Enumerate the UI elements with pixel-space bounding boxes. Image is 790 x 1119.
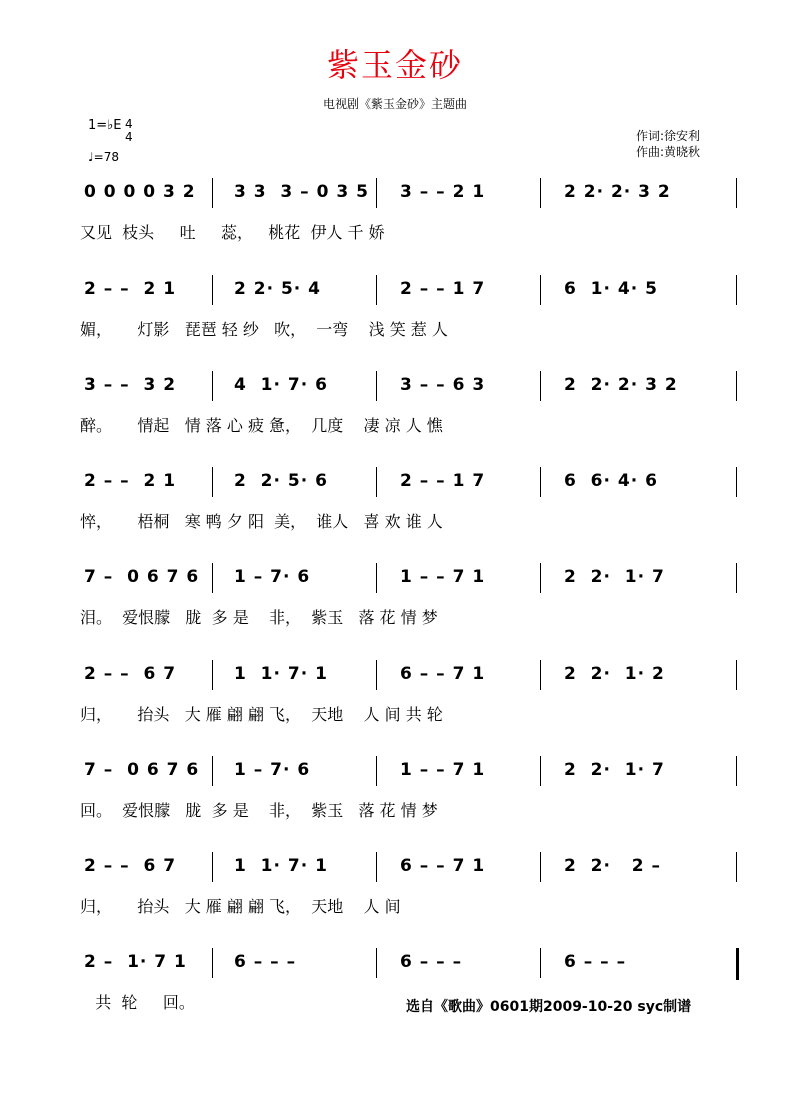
measure: 2 – – 2 1 (84, 471, 177, 491)
measure: 6 – – 7 1 (400, 856, 486, 876)
measure: 1 – 7· 6 (234, 760, 311, 780)
lyricist: 作词:徐安利 (636, 129, 701, 143)
measure: 7 – 0 6 7 6 (84, 760, 200, 780)
lyrics-line (80, 894, 740, 916)
notes-line (80, 756, 740, 788)
measure: 2 2· 5· 6 (234, 471, 328, 491)
score-system (0, 467, 790, 547)
score-system (0, 948, 790, 1028)
lyrics-line (80, 413, 740, 435)
notes-line (80, 660, 740, 692)
lyrics-line (80, 509, 740, 531)
measure: 3 – – 6 3 (400, 375, 486, 395)
key-signature (88, 117, 133, 144)
tempo-marking: ♩=78 (88, 150, 119, 164)
measure: 1 – – 7 1 (400, 760, 486, 780)
bar-line (540, 275, 541, 305)
bar-line (736, 660, 737, 690)
bar-line (736, 852, 737, 882)
source-footer: 选自《歌曲》0601期2009-10-20 syc制谱 (406, 999, 692, 1015)
bar-line (736, 563, 737, 593)
measure: 2 2· 1· 7 (564, 567, 665, 587)
bar-line (212, 948, 213, 978)
notes-line (80, 852, 740, 884)
bar-line (736, 371, 737, 401)
bar-line (540, 178, 541, 208)
measure: 2 2· 1· 2 (564, 664, 665, 684)
lyrics-line (80, 798, 740, 820)
bar-line (212, 178, 213, 208)
measure: 7 – 0 6 7 6 (84, 567, 200, 587)
bar-line (736, 275, 737, 305)
score-system (0, 371, 790, 451)
lyrics-line (80, 702, 740, 724)
measure: 2 – – 1 7 (400, 471, 486, 491)
lyrics-line (80, 317, 740, 339)
bar-line (540, 948, 541, 978)
key-label: 1=♭E (88, 118, 122, 133)
bar-line (212, 467, 213, 497)
bar-line (736, 756, 737, 786)
score-system (0, 563, 790, 643)
bar-line (736, 467, 737, 497)
score-system (0, 852, 790, 932)
lyrics-text: 又见 枝头 吐 蕊， 桃花 伊人 千 娇 (80, 223, 385, 242)
measure: 2 2· 5· 4 (234, 279, 321, 299)
measure: 3 – – 3 2 (84, 375, 177, 395)
measure: 6 – – – (234, 952, 297, 972)
bar-line (212, 852, 213, 882)
bar-line (376, 275, 377, 305)
measure: 2 – – 2 1 (84, 279, 177, 299)
bar-line (376, 948, 377, 978)
bar-line (540, 852, 541, 882)
bar-line (540, 563, 541, 593)
lyrics-line (80, 220, 740, 242)
measure: 1 1· 7· 1 (234, 856, 328, 876)
lyrics-text: 泪。 爱恨朦 胧 多 是 非， 紫玉 落 花 情 梦 (80, 608, 438, 627)
measure: 2 – – 1 7 (400, 279, 486, 299)
credits (636, 128, 700, 160)
bar-line (376, 563, 377, 593)
measure: 0 0 0 0 3 2 (84, 182, 196, 202)
measure: 1 – 7· 6 (234, 567, 311, 587)
notes-line (80, 178, 740, 210)
notes-line (80, 275, 740, 307)
lyrics-text: 归， 抬头 大 雁 翩 翩 飞， 天地 人 间 (80, 897, 401, 916)
measure: 2 2· 1· 7 (564, 760, 665, 780)
time-signature-top: 4 (125, 117, 133, 131)
lyrics-text: 归， 抬头 大 雁 翩 翩 飞， 天地 人 间 共 轮 (80, 705, 443, 724)
bar-line (540, 467, 541, 497)
measure: 6 1· 4· 5 (564, 279, 658, 299)
measure: 6 – – – (400, 952, 463, 972)
measure: 2 – 1· 7 1 (84, 952, 187, 972)
lyrics-text: 回。 爱恨朦 胧 多 是 非， 紫玉 落 花 情 梦 (80, 801, 438, 820)
time-signature (125, 118, 133, 144)
bar-line (212, 275, 213, 305)
measure: 1 – – 7 1 (400, 567, 486, 587)
notes-line (80, 563, 740, 595)
final-bar-line (736, 948, 739, 980)
measure: 1 1· 7· 1 (234, 664, 328, 684)
notes-line (80, 948, 740, 980)
measure: 2 – – 6 7 (84, 664, 177, 684)
measure: 2 – – 6 7 (84, 856, 177, 876)
measure: 6 – – 7 1 (400, 664, 486, 684)
score-system (0, 275, 790, 355)
score-system (0, 660, 790, 740)
lyrics-line (80, 605, 740, 627)
bar-line (212, 371, 213, 401)
score-system (0, 178, 790, 258)
composer: 作曲:黄晓秋 (636, 145, 701, 159)
bar-line (376, 467, 377, 497)
measure: 2 2· 2· 3 2 (564, 182, 671, 202)
lyrics-text: 媚， 灯影 琵琶 轻 纱 吹， 一弯 浅 笑 惹 人 (80, 320, 448, 339)
bar-line (376, 371, 377, 401)
measure: 6 6· 4· 6 (564, 471, 658, 491)
measure: 2 2· 2 – (564, 856, 661, 876)
song-subtitle: 电视剧《紫玉金砂》主题曲 (322, 97, 467, 111)
bar-line (212, 660, 213, 690)
lyrics-text: 悴， 梧桐 寒 鸭 夕 阳 美， 谁人 喜 欢 谁 人 (80, 512, 443, 531)
notes-line (80, 371, 740, 403)
bar-line (540, 660, 541, 690)
measure: 3 – – 2 1 (400, 182, 486, 202)
song-title: 紫玉金砂 (326, 46, 463, 84)
bar-line (376, 852, 377, 882)
measure: 4 1· 7· 6 (234, 375, 328, 395)
bar-line (212, 756, 213, 786)
bar-line (376, 660, 377, 690)
time-signature-bottom: 4 (125, 130, 133, 144)
measure: 2 2· 2· 3 2 (564, 375, 678, 395)
lyrics-text: 共 轮 回。 (80, 993, 195, 1012)
notes-line (80, 467, 740, 499)
bar-line (540, 756, 541, 786)
bar-line (540, 371, 541, 401)
lyrics-text: 醉。 情起 情 落 心 疲 惫， 几度 凄 凉 人 憔 (80, 416, 443, 435)
bar-line (376, 756, 377, 786)
measure: 3 3 3 – 0 3 5 (234, 182, 369, 202)
bar-line (736, 178, 737, 208)
bar-line (376, 178, 377, 208)
score-system (0, 756, 790, 836)
measure: 6 – – – (564, 952, 627, 972)
bar-line (212, 563, 213, 593)
